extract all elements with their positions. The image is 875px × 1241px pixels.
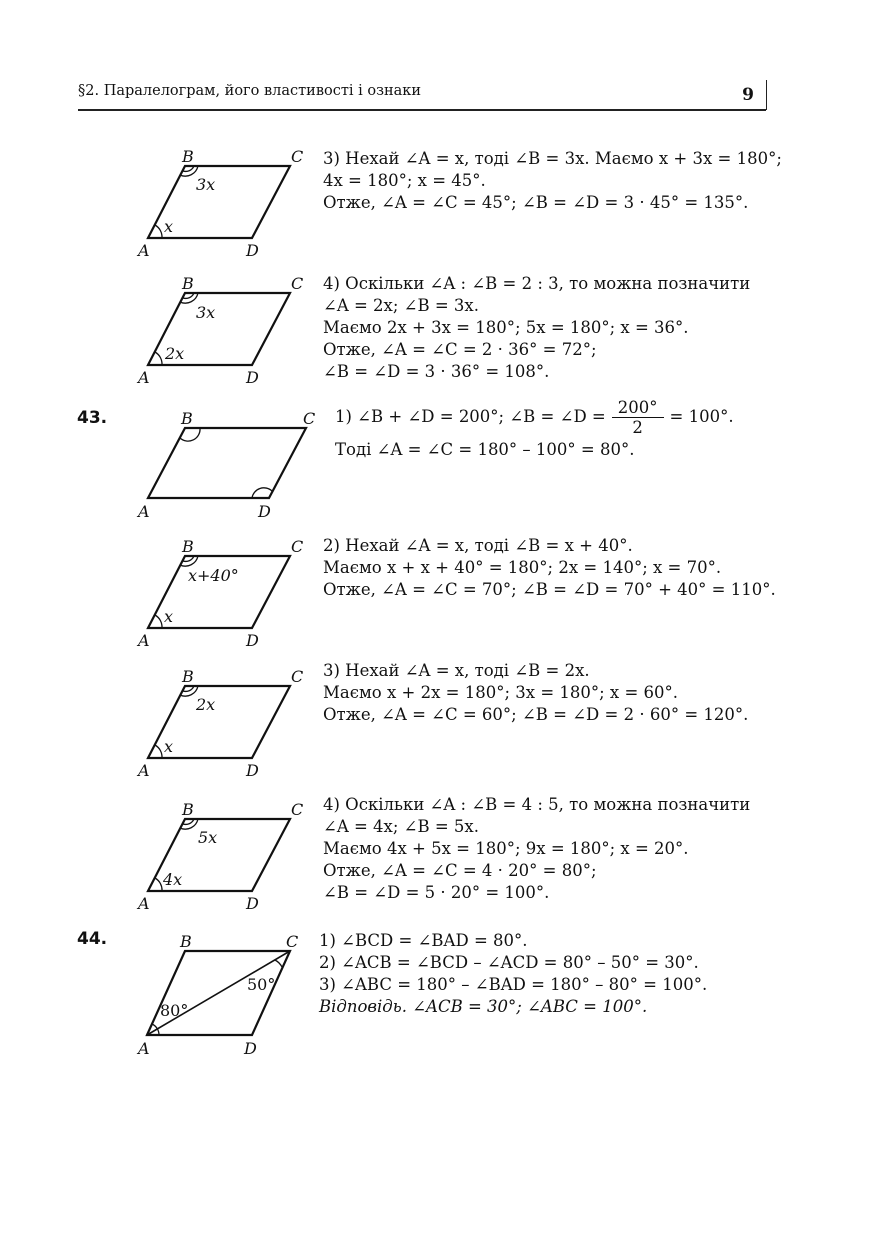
vertex-label-d: D [246,631,259,650]
angle-b-label: 3x [196,175,216,194]
solution-line: Отже, ∠A = ∠C = 2 · 36° = 72°; [323,340,597,359]
parallelogram-figure-7 [130,932,310,1057]
solution-line: ∠A = 2x; ∠B = 3x. [323,296,479,315]
vertex-label-a: A [138,502,150,521]
problem-number-43: 43. [77,408,108,428]
solution-line: ∠B = ∠D = 5 · 20° = 100°. [323,883,550,902]
vertex-label-d: D [244,1039,257,1058]
fraction [612,398,664,437]
answer-line: Відповідь. ∠ACB = 30°; ∠ABC = 100°. [319,997,648,1016]
solution-line: 4x = 180°; x = 45°. [323,171,486,190]
header-rule [78,109,766,111]
angle-c-label: 50° [247,975,276,994]
solution-line: Маємо x + 2x = 180°; 3x = 180°; x = 60°. [323,683,679,702]
solution-line: Отже, ∠A = ∠C = 70°; ∠B = ∠D = 70° + 40° = 110°. [323,580,776,599]
solution-text-7 [319,930,707,1018]
vertex-label-a: A [138,761,150,780]
solution-text-3 [335,398,734,461]
parallelogram-figure-4 [130,538,310,653]
vertex-label-c: C [291,667,304,686]
vertex-label-c: C [291,274,304,293]
vertex-label-b: B [182,800,194,819]
vertex-label-b: B [182,274,194,293]
vertex-label-c: C [291,800,304,819]
solution-text-4 [323,535,776,601]
solution-line: ∠B = ∠D = 3 · 36° = 108°. [323,362,550,381]
vertex-label-a: A [138,894,150,913]
vertex-label-a: A [138,631,150,650]
angle-b-label: 5x [198,828,218,847]
problem-number-44: 44. [77,929,108,949]
vertex-label-a: A [138,1039,150,1058]
vertex-label-b: B [182,147,194,166]
solution-line: 1) ∠B + ∠D = 200°; ∠B = ∠D = [335,407,606,426]
solution-line: Отже, ∠A = ∠C = 45°; ∠B = ∠D = 3 · 45° = 135°. [323,193,749,212]
fraction-denominator: 2 [632,418,643,437]
vertex-label-b: B [182,667,194,686]
solution-line: 3) Нехай ∠A = x, тоді ∠B = 3x. Маємо x + 3x = 180°; [323,149,782,168]
vertex-label-a: A [138,241,150,260]
vertex-label-d: D [246,761,259,780]
solution-line: 3) Нехай ∠A = x, тоді ∠B = 2x. [323,661,590,680]
fraction-numerator: 200° [612,398,664,418]
solution-line: 4) Оскільки ∠A : ∠B = 2 : 3, то можна позначити [323,274,751,293]
vertex-label-c: C [303,409,316,428]
angle-b-label: x+40° [188,566,239,585]
solution-line: 2) ∠ACB = ∠BCD – ∠ACD = 80° – 50° = 30°. [319,953,699,972]
parallelogram-figure-1 [130,148,310,263]
angle-b-label: 2x [196,695,216,714]
parallelogram-figure-5 [130,668,310,783]
vertex-label-b: B [182,537,194,556]
solution-text-6 [323,794,750,904]
solution-line: Маємо x + x + 40° = 180°; 2x = 140°; x = 70°. [323,558,722,577]
vertex-label-b: B [181,409,193,428]
chapter-header-title: §2. Паралелограм, його властивості і ознаки [78,83,422,99]
parallelogram-figure-3 [130,410,330,525]
solution-text-1 [323,148,782,214]
parallelogram-figure-6 [130,801,310,916]
solution-line: Маємо 4x + 5x = 180°; 9x = 180°; x = 20°. [323,839,689,858]
angle-a-label: 2x [165,344,185,363]
solution-text-5 [323,660,748,726]
solution-line: 4) Оскільки ∠A : ∠B = 4 : 5, то можна позначити [323,795,751,814]
solution-text-2 [323,273,750,383]
parallelogram-figure-2 [130,275,310,390]
angle-a-label: 80° [160,1001,189,1020]
angle-a-label: 4x [163,870,183,889]
solution-line: Маємо 2x + 3x = 180°; 5x = 180°; x = 36°. [323,318,689,337]
vertex-label-d: D [246,368,259,387]
solution-line: 3) ∠ABC = 180° – ∠BAD = 180° – 80° = 100°. [319,975,708,994]
angle-a-label: x [164,607,174,626]
vertex-label-c: C [286,932,299,951]
solution-line: Тоді ∠A = ∠C = 180° – 100° = 80°. [335,440,635,459]
angle-a-label: x [164,737,174,756]
page-number: 9 [730,80,767,110]
solution-line: Отже, ∠A = ∠C = 60°; ∠B = ∠D = 2 · 60° = 120°. [323,705,749,724]
solution-line: Отже, ∠A = ∠C = 4 · 20° = 80°; [323,861,597,880]
solution-line: 2) Нехай ∠A = x, тоді ∠B = x + 40°. [323,536,633,555]
vertex-label-a: A [138,368,150,387]
angle-a-label: x [164,217,174,236]
vertex-label-d: D [246,894,259,913]
vertex-label-b: B [180,932,192,951]
solution-line: ∠A = 4x; ∠B = 5x. [323,817,479,836]
solution-line: = 100°. [669,407,734,426]
vertex-label-d: D [246,241,259,260]
solution-line: 1) ∠BCD = ∠BAD = 80°. [319,931,528,950]
angle-b-label: 3x [196,303,216,322]
vertex-label-c: C [291,147,304,166]
vertex-label-d: D [258,502,271,521]
vertex-label-c: C [291,537,304,556]
